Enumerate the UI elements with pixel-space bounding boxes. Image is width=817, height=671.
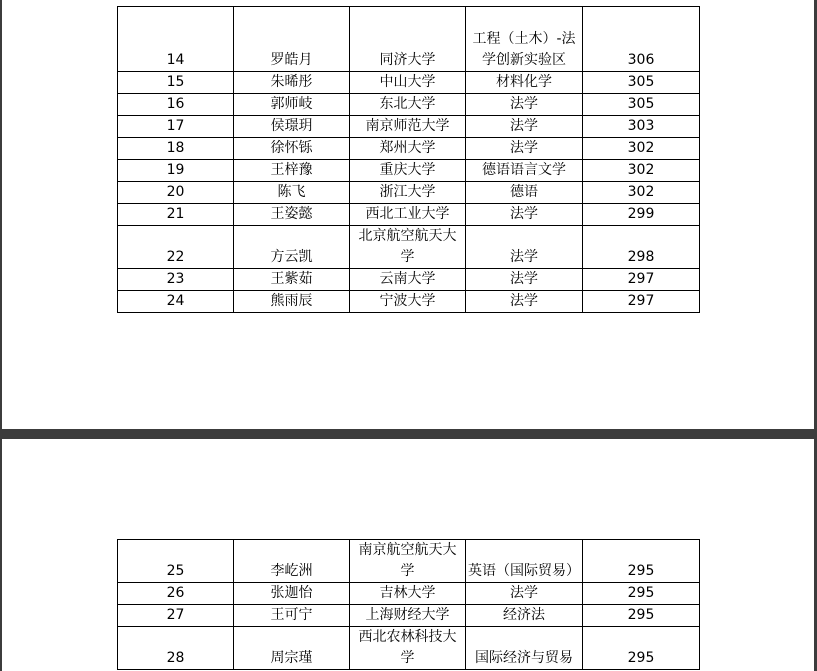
university-cell: 宁波大学 (350, 291, 466, 313)
name-cell: 王梓豫 (234, 160, 350, 182)
table-row (118, 160, 700, 182)
major-cell: 德语语言文学 (466, 160, 583, 182)
rank-cell: 17 (118, 116, 234, 138)
major-cell: 法学 (466, 583, 583, 605)
university-cell: 东北大学 (350, 94, 466, 116)
name-cell: 朱晞彤 (234, 72, 350, 94)
name-cell: 张迦怡 (234, 583, 350, 605)
rank-cell: 21 (118, 204, 234, 226)
table-row (118, 7, 700, 72)
university-cell: 吉林大学 (350, 583, 466, 605)
score-cell: 297 (583, 269, 700, 291)
university-cell: 中山大学 (350, 72, 466, 94)
score-cell: 295 (583, 540, 700, 583)
table-row (118, 182, 700, 204)
rank-cell: 16 (118, 94, 234, 116)
university-cell: 西北工业大学 (350, 204, 466, 226)
major-cell: 德语 (466, 182, 583, 204)
rank-cell: 26 (118, 583, 234, 605)
rank-cell: 15 (118, 72, 234, 94)
table-row (118, 72, 700, 94)
document-page-1 (2, 0, 814, 429)
score-cell: 295 (583, 605, 700, 627)
name-cell: 侯璟玥 (234, 116, 350, 138)
university-cell: 西北农林科技大学 (350, 627, 466, 670)
results-table-page-1 (117, 6, 700, 313)
university-cell: 重庆大学 (350, 160, 466, 182)
score-cell: 302 (583, 138, 700, 160)
university-cell: 同济大学 (350, 7, 466, 72)
major-cell: 法学 (466, 138, 583, 160)
score-cell: 303 (583, 116, 700, 138)
rank-cell: 24 (118, 291, 234, 313)
rank-cell: 22 (118, 226, 234, 269)
university-cell: 上海财经大学 (350, 605, 466, 627)
major-cell: 法学 (466, 269, 583, 291)
name-cell: 徐怀铄 (234, 138, 350, 160)
university-cell: 浙江大学 (350, 182, 466, 204)
major-cell: 工程（土木）-法学创新实验区 (466, 7, 583, 72)
table-row (118, 291, 700, 313)
score-cell: 302 (583, 182, 700, 204)
name-cell: 方云凯 (234, 226, 350, 269)
major-cell: 法学 (466, 226, 583, 269)
score-cell: 305 (583, 94, 700, 116)
table-row (118, 583, 700, 605)
table-row (118, 204, 700, 226)
major-cell: 法学 (466, 94, 583, 116)
table-row (118, 540, 700, 583)
rank-cell: 19 (118, 160, 234, 182)
rank-cell: 23 (118, 269, 234, 291)
rank-cell: 18 (118, 138, 234, 160)
table-row (118, 138, 700, 160)
score-cell: 306 (583, 7, 700, 72)
score-cell: 295 (583, 627, 700, 670)
score-cell: 305 (583, 72, 700, 94)
major-cell: 法学 (466, 204, 583, 226)
major-cell: 国际经济与贸易 (466, 627, 583, 670)
university-cell: 郑州大学 (350, 138, 466, 160)
score-cell: 298 (583, 226, 700, 269)
rank-cell: 27 (118, 605, 234, 627)
name-cell: 熊雨辰 (234, 291, 350, 313)
score-cell: 297 (583, 291, 700, 313)
name-cell: 郭师岐 (234, 94, 350, 116)
major-cell: 法学 (466, 291, 583, 313)
name-cell: 王紫茹 (234, 269, 350, 291)
major-cell: 法学 (466, 116, 583, 138)
table-row (118, 605, 700, 627)
table-row (118, 226, 700, 269)
name-cell: 王姿懿 (234, 204, 350, 226)
university-cell: 北京航空航天大学 (350, 226, 466, 269)
rank-cell: 25 (118, 540, 234, 583)
rank-cell: 28 (118, 627, 234, 670)
table-row (118, 94, 700, 116)
university-cell: 南京师范大学 (350, 116, 466, 138)
name-cell: 周宗瑾 (234, 627, 350, 670)
document-page-2 (2, 439, 814, 671)
major-cell: 经济法 (466, 605, 583, 627)
table-row (118, 116, 700, 138)
major-cell: 英语（国际贸易） (466, 540, 583, 583)
name-cell: 陈飞 (234, 182, 350, 204)
university-cell: 南京航空航天大学 (350, 540, 466, 583)
score-cell: 302 (583, 160, 700, 182)
rank-cell: 14 (118, 7, 234, 72)
rank-cell: 20 (118, 182, 234, 204)
score-cell: 299 (583, 204, 700, 226)
name-cell: 王可宁 (234, 605, 350, 627)
table-row (118, 627, 700, 670)
table-row (118, 269, 700, 291)
name-cell: 罗皓月 (234, 7, 350, 72)
results-table-page-2 (117, 539, 700, 670)
score-cell: 295 (583, 583, 700, 605)
major-cell: 材料化学 (466, 72, 583, 94)
name-cell: 李屹洲 (234, 540, 350, 583)
university-cell: 云南大学 (350, 269, 466, 291)
